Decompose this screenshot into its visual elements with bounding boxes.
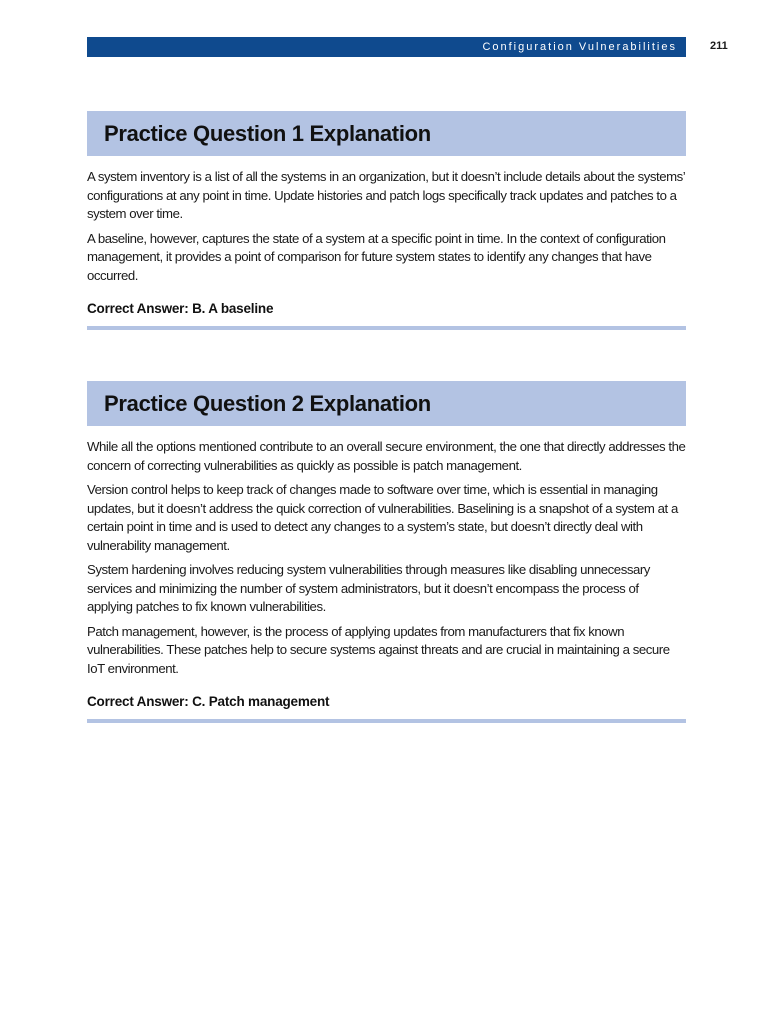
section-heading: Practice Question 2 Explanation — [87, 381, 686, 426]
paragraph: A baseline, however, captures the state of a system at a specific point in time. In the context of configuration management, it provides a point of comparison for future system states to identify any changes that have occurred. — [87, 230, 666, 283]
paragraph: System hardening involves reducing system vulnerabilities through measures like disabling unnecessary services and minimizing the number of system administrators, but it doesn’t encompass the process of applying patches to fix known vulnerabilities. — [87, 562, 650, 614]
section-heading: Practice Question 1 Explanation — [87, 111, 686, 156]
section-divider — [87, 719, 686, 723]
practice-question-2-section — [87, 381, 686, 723]
paragraph: A system inventory is a list of all the systems in an organization, but it doesn’t include details about the systems’ configurations at any point in time. Update histories and patch logs specifically track updates and patches to a system over time. — [87, 169, 685, 221]
correct-answer: Correct Answer: C. Patch management — [87, 694, 330, 709]
running-header-title: Configuration Vulnerabilities — [482, 41, 677, 53]
section-body — [87, 156, 686, 285]
page-number: 211 — [710, 40, 728, 52]
section-divider — [87, 326, 686, 330]
running-header — [87, 37, 686, 57]
paragraph: While all the options mentioned contribute to an overall secure environment, the one that directly addresses the concern of correcting vulnerabilities as quickly as possible is patch management. — [87, 439, 686, 473]
section-body — [87, 426, 686, 678]
paragraph: Version control helps to keep track of changes made to software over time, which is essential in managing updates, but it doesn’t address the quick correction of vulnerabilities. Baselining is a snapshot of a system at a certain point in time and is used to detect any changes to a system’s state, but doesn’t directly deal with vulnerability management. — [87, 482, 678, 553]
paragraph: Patch management, however, is the process of applying updates from manufacturers that fix known vulnerabilities. These patches help to secure systems against threats and are crucial in maintaining a secure IoT environment. — [87, 623, 670, 676]
practice-question-1-section — [87, 111, 686, 330]
correct-answer: Correct Answer: B. A baseline — [87, 301, 274, 316]
